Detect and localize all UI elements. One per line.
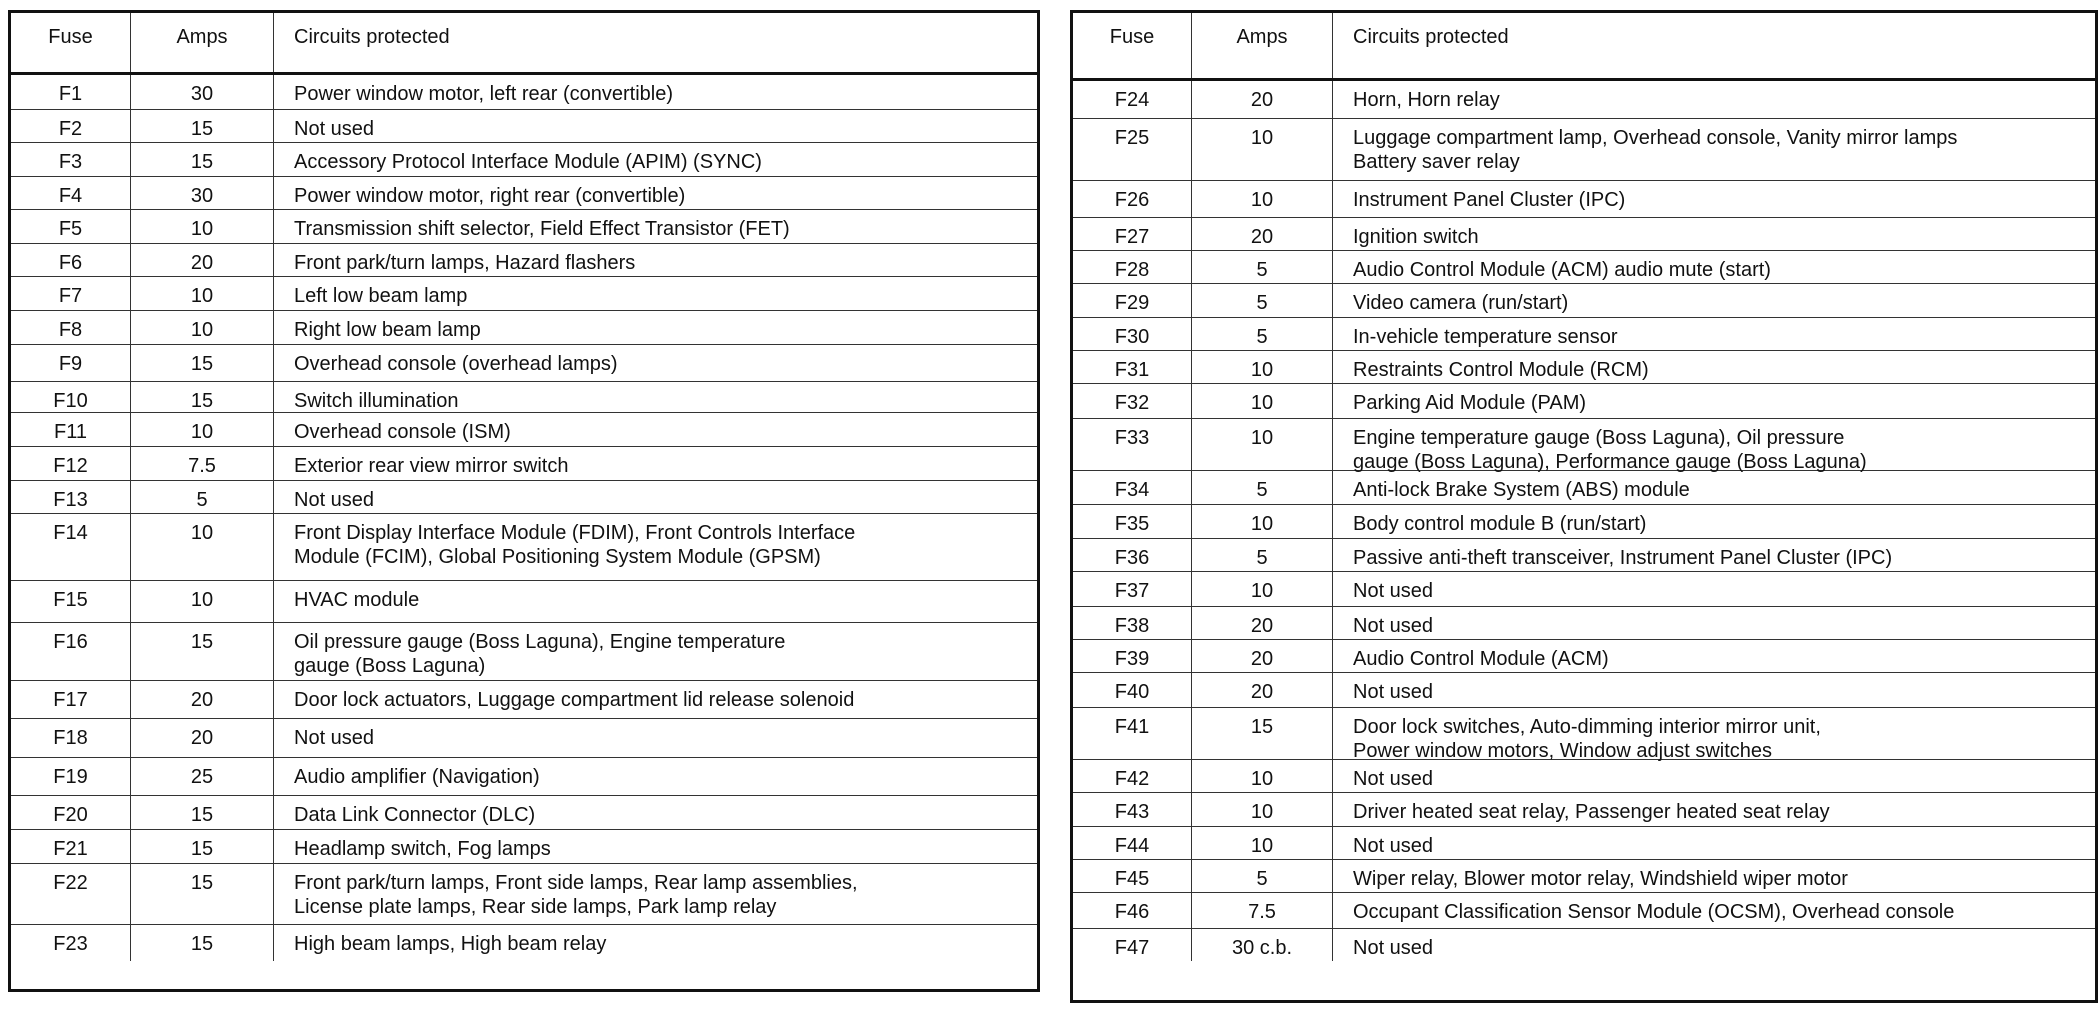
fuse-cell: F36 [1073,539,1192,571]
circuits-cell: Not used [1353,615,1434,637]
amps-cell: 15 [131,925,274,961]
table-row [11,381,1037,412]
amps-cell: 10 [1192,119,1333,180]
amps-cell: 30 c.b. [1192,929,1333,961]
fuse-cell: F26 [1073,181,1192,217]
amps-cell: 5 [1192,284,1333,317]
amps-cell: 30 [131,75,274,109]
circuits-cell: Power window motor, left rear (convertible) [294,83,674,105]
table-row [11,829,1037,863]
amps-cell: 10 [131,277,274,310]
table-row [11,243,1037,276]
header-amps: Amps [131,13,274,72]
fuse-cell: F40 [1073,673,1192,707]
amps-cell: 5 [131,481,274,513]
table-header [1073,13,2095,81]
amps-cell: 10 [1192,793,1333,826]
amps-cell: 5 [1192,860,1333,892]
fuse-cell: F44 [1073,827,1192,859]
fuse-cell: F23 [11,925,131,961]
table-row [1073,859,2095,892]
circuits-cell: HVAC module [294,589,420,611]
fuse-cell: F13 [11,481,131,513]
fuse-cell: F15 [11,581,131,622]
fuse-cell: F3 [11,143,131,176]
circuits-cell: Not used [294,118,375,140]
circuits-cell: Audio amplifier (Navigation) [294,766,540,788]
circuits-cell: Not used [294,727,375,749]
table-row [11,622,1037,680]
amps-cell: 30 [131,177,274,209]
circuits-cell: Power window motor, right rear (convertible) [294,185,686,207]
amps-cell: 5 [1192,251,1333,283]
circuits-cell: Luggage compartment lamp, Overhead console, Vanity mirror lamps Battery saver relay [1353,127,1958,173]
fuse-cell: F39 [1073,640,1192,672]
circuits-cell: Passive anti-theft transceiver, Instrument Panel Cluster (IPC) [1353,547,1893,569]
fuse-cell: F4 [11,177,131,209]
table-row [11,718,1037,757]
table-row [11,209,1037,243]
circuits-cell: Engine temperature gauge (Boss Laguna), Oil pressure gauge (Boss Laguna), Performance gauge (Boss Laguna) [1353,427,1867,473]
table-row [1073,504,2095,538]
circuits-cell: Restraints Control Module (RCM) [1353,359,1649,381]
fuse-cell: F35 [1073,505,1192,538]
table-row [1073,759,2095,792]
table-row [1073,792,2095,826]
table-row [11,276,1037,310]
circuits-cell: Parking Aid Module (PAM) [1353,392,1587,414]
fuse-cell: F20 [11,796,131,829]
table-row [1073,672,2095,707]
table-row [1073,350,2095,383]
circuits-cell: Headlamp switch, Fog lamps [294,838,551,860]
circuits-cell: Not used [294,489,375,511]
circuits-cell: Not used [1353,768,1434,790]
circuits-cell: Wiper relay, Blower motor relay, Windshield wiper motor [1353,868,1848,890]
table-row [11,109,1037,142]
header-circuits: Circuits protected [294,26,450,48]
fuse-cell: F34 [1073,471,1192,504]
circuits-cell: Not used [1353,835,1434,857]
fuse-cell: F9 [11,345,131,381]
amps-cell: 10 [131,581,274,622]
amps-cell: 10 [1192,419,1333,470]
circuits-cell: Not used [1353,580,1434,602]
circuits-cell: Transmission shift selector, Field Effect Transistor (FET) [294,218,790,240]
amps-cell: 10 [1192,181,1333,217]
fuse-cell: F17 [11,681,131,718]
table-row [1073,383,2095,418]
table-row [11,176,1037,209]
table-row [11,480,1037,513]
table-row [1073,180,2095,217]
table-row [11,757,1037,795]
circuits-cell: Audio Control Module (ACM) [1353,648,1609,670]
table-row [1073,418,2095,473]
amps-cell: 15 [131,623,274,680]
circuits-cell: Oil pressure gauge (Boss Laguna), Engine temperature gauge (Boss Laguna) [294,631,786,677]
table-row [1073,283,2095,317]
header-circuits: Circuits protected [1353,26,1509,48]
amps-cell: 10 [131,514,274,580]
table-row [1073,571,2095,606]
amps-cell: 10 [1192,572,1333,606]
fuse-cell: F19 [11,758,131,795]
amps-cell: 20 [131,681,274,718]
amps-cell: 15 [131,345,274,381]
circuits-cell: Audio Control Module (ACM) audio mute (start) [1353,259,1771,281]
table-row [11,924,1037,961]
circuits-cell: Overhead console (ISM) [294,421,511,443]
fuse-cell: F18 [11,719,131,757]
table-row [1073,826,2095,859]
circuits-cell: Data Link Connector (DLC) [294,804,536,826]
amps-cell: 5 [1192,471,1333,504]
amps-cell: 7.5 [1192,893,1333,928]
circuits-cell: Exterior rear view mirror switch [294,455,569,477]
table-row [11,680,1037,718]
fuse-cell: F32 [1073,384,1192,418]
fuse-cell: F28 [1073,251,1192,283]
fuse-cell: F16 [11,623,131,680]
table-row [11,795,1037,829]
table-row [11,580,1037,622]
amps-cell: 5 [1192,318,1333,350]
amps-cell: 10 [131,210,274,243]
amps-cell: 7.5 [131,447,274,480]
table-header [11,13,1037,75]
circuits-cell: Front Display Interface Module (FDIM), Front Controls Interface Module (FCIM), Global Positioning System Module (GPSM) [294,522,856,568]
fuse-cell: F25 [1073,119,1192,180]
amps-cell: 10 [1192,827,1333,859]
circuits-cell: Front park/turn lamps, Front side lamps, Rear lamp assemblies, License plate lamps, Rear side lamps, Park lamp relay [294,872,858,918]
fuse-cell: F43 [1073,793,1192,826]
fuse-cell: F8 [11,311,131,344]
table-row [1073,317,2095,350]
fuse-table-right [1070,10,2098,1003]
amps-cell: 20 [1192,218,1333,250]
table-row [11,863,1037,924]
amps-cell: 20 [1192,81,1333,118]
circuits-cell: Overhead console (overhead lamps) [294,353,618,375]
circuits-cell: Instrument Panel Cluster (IPC) [1353,189,1626,211]
fuse-cell: F7 [11,277,131,310]
amps-cell: 15 [131,864,274,924]
circuits-cell: Body control module B (run/start) [1353,513,1647,535]
amps-cell: 15 [131,382,274,412]
fuse-cell: F47 [1073,929,1192,961]
fuse-cell: F33 [1073,419,1192,470]
table-row [1073,217,2095,250]
fuse-cell: F22 [11,864,131,924]
fuse-cell: F30 [1073,318,1192,350]
amps-cell: 10 [131,311,274,344]
table-row [1073,118,2095,180]
fuse-cell: F41 [1073,708,1192,759]
circuits-cell: Occupant Classification Sensor Module (OCSM), Overhead console [1353,901,1955,923]
amps-cell: 15 [131,143,274,176]
fuse-cell: F21 [11,830,131,863]
header-amps: Amps [1192,13,1333,78]
fuse-cell: F45 [1073,860,1192,892]
table-row [1073,606,2095,639]
circuits-cell: High beam lamps, High beam relay [294,933,607,955]
fuse-cell: F5 [11,210,131,243]
circuits-cell: Horn, Horn relay [1353,89,1500,111]
amps-cell: 10 [1192,505,1333,538]
fuse-cell: F37 [1073,572,1192,606]
fuse-cell: F24 [1073,81,1192,118]
amps-cell: 20 [1192,673,1333,707]
amps-cell: 10 [131,413,274,446]
table-row [11,142,1037,176]
amps-cell: 10 [1192,351,1333,383]
fuse-cell: F27 [1073,218,1192,250]
circuits-cell: Accessory Protocol Interface Module (APIM) (SYNC) [294,151,762,173]
table-row [11,412,1037,446]
header-fuse: Fuse [11,13,131,72]
circuits-cell: Driver heated seat relay, Passenger heated seat relay [1353,801,1830,823]
amps-cell: 15 [131,796,274,829]
table-row [1073,707,2095,762]
circuits-cell: Not used [1353,937,1434,959]
circuits-cell: Door lock switches, Auto-dimming interior mirror unit, Power window motors, Window adjust switches [1353,716,1821,762]
fuse-cell: F12 [11,447,131,480]
fuse-table-left [8,10,1040,992]
circuits-cell: Ignition switch [1353,226,1479,248]
fuse-cell: F6 [11,244,131,276]
amps-cell: 15 [131,110,274,142]
table-row [1073,250,2095,283]
table-row [11,310,1037,344]
amps-cell: 20 [1192,607,1333,639]
circuits-cell: Anti-lock Brake System (ABS) module [1353,479,1690,501]
fuse-cell: F42 [1073,760,1192,792]
circuits-cell: Video camera (run/start) [1353,292,1569,314]
header-fuse: Fuse [1073,13,1192,78]
table-row [1073,538,2095,571]
table-row [11,446,1037,480]
amps-cell: 20 [131,244,274,276]
amps-cell: 15 [131,830,274,863]
fuse-cell: F38 [1073,607,1192,639]
circuits-cell: Switch illumination [294,390,459,412]
table-row [1073,470,2095,504]
table-row [1073,892,2095,928]
amps-cell: 20 [131,719,274,757]
fuse-cell: F2 [11,110,131,142]
fuse-cell: F1 [11,75,131,109]
circuits-cell: Left low beam lamp [294,285,468,307]
fuse-cell: F46 [1073,893,1192,928]
table-row [1073,928,2095,961]
amps-cell: 10 [1192,384,1333,418]
table-row [11,344,1037,381]
amps-cell: 20 [1192,640,1333,672]
amps-cell: 25 [131,758,274,795]
table-row [11,513,1037,580]
table-row [1073,639,2095,672]
table-row [11,75,1037,109]
circuits-cell: Right low beam lamp [294,319,481,341]
fuse-cell: F31 [1073,351,1192,383]
amps-cell: 15 [1192,708,1333,759]
circuits-cell: Not used [1353,681,1434,703]
circuits-cell: Front park/turn lamps, Hazard flashers [294,252,636,274]
fuse-cell: F10 [11,382,131,412]
amps-cell: 10 [1192,760,1333,792]
amps-cell: 5 [1192,539,1333,571]
circuits-cell: In-vehicle temperature sensor [1353,326,1618,348]
circuits-cell: Door lock actuators, Luggage compartment lid release solenoid [294,689,855,711]
table-row [1073,81,2095,118]
fuse-cell: F11 [11,413,131,446]
fuse-cell: F29 [1073,284,1192,317]
fuse-cell: F14 [11,514,131,580]
